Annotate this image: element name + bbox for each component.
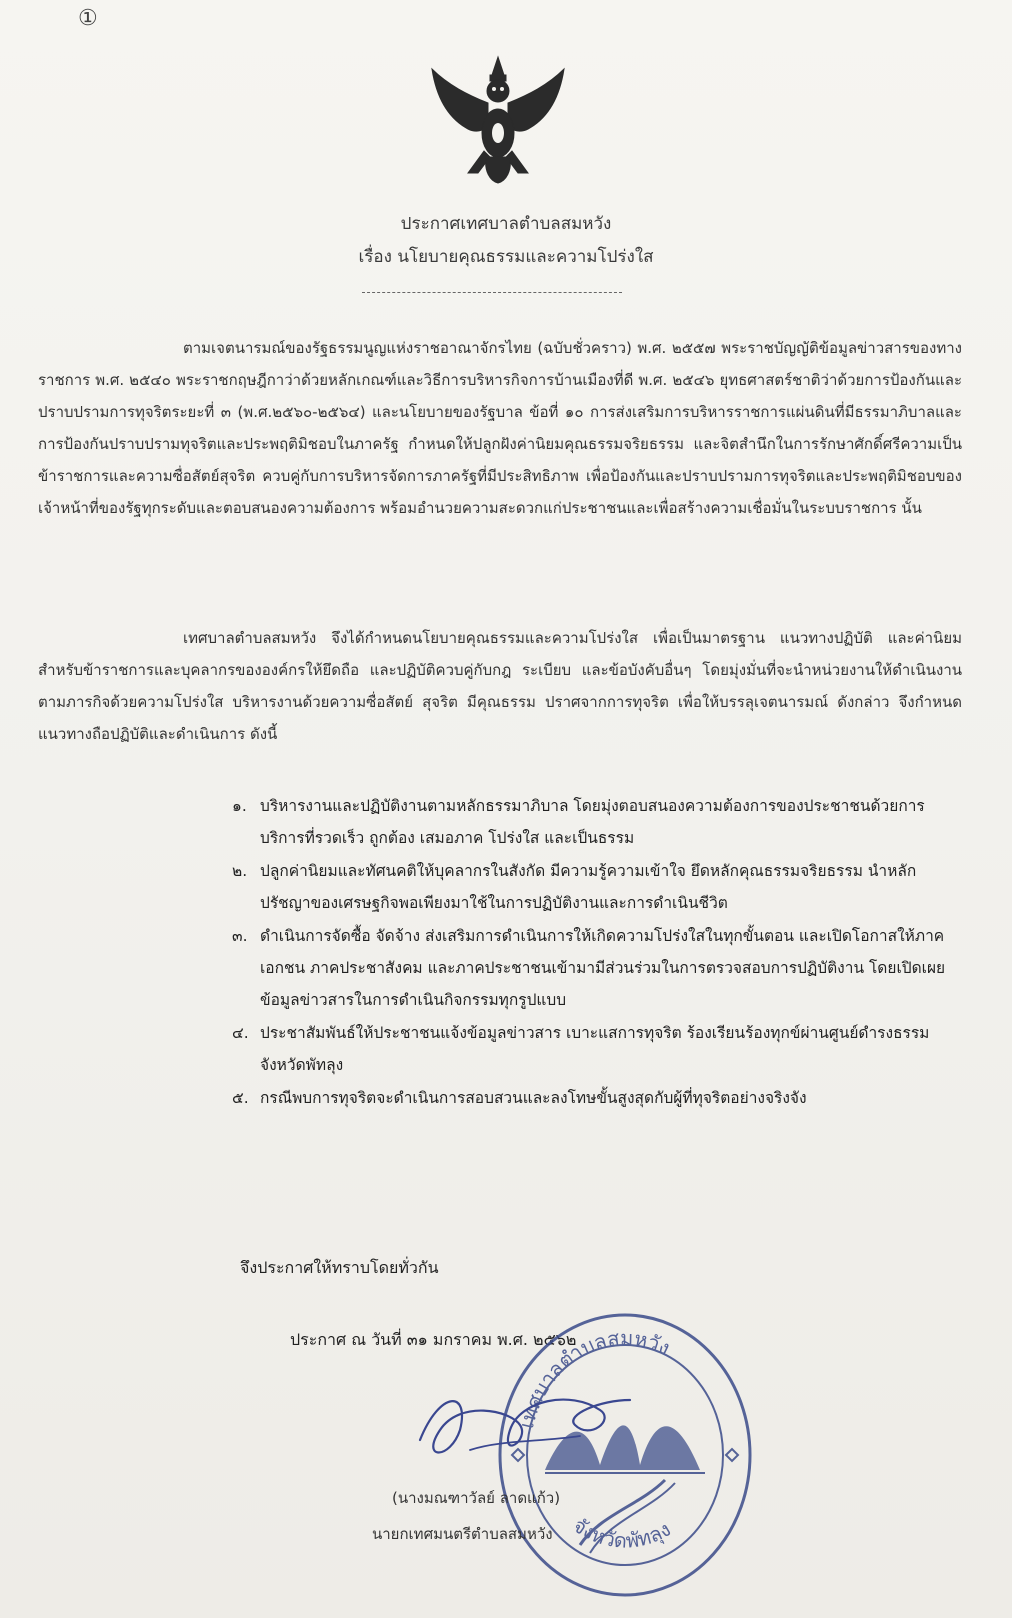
policy-item bbox=[232, 855, 952, 919]
policy-item-text: กรณีพบการทุจริตจะดำเนินการสอบสวนและลงโทษขั้นสูงสุดกับผู้ที่ทุจริตอย่างจริงจัง bbox=[260, 1089, 807, 1107]
garuda-emblem-icon bbox=[428, 55, 568, 187]
policy-item-number: ๒. bbox=[232, 862, 248, 880]
seal-top-text: เทศบาลตำบลสมหวัง bbox=[514, 1325, 674, 1431]
policy-item bbox=[232, 1017, 952, 1081]
policy-list bbox=[232, 790, 952, 1115]
policy-item bbox=[232, 920, 952, 1016]
policy-item-number: ๔. bbox=[232, 1024, 249, 1042]
announcement-title: ประกาศเทศบาลตำบลสมหวัง bbox=[400, 214, 612, 234]
signer-title: นายกเทศมนตรีตำบลสมหวัง bbox=[372, 1525, 553, 1543]
seal-bottom-text: จังหวัดพัทลุง bbox=[568, 1513, 675, 1553]
preamble-paragraph: ตามเจตนารมณ์ของรัฐธรรมนูญแห่งราชอาณาจักรไทย (ฉบับชั่วคราว) พ.ศ. ๒๕๕๗ พระราชบัญญัติข้อมูลข่าวสารของทางราชการ พ.ศ. ๒๕๔๐ พระราชกฤษฎีกาว่าด้วยหลักเกณฑ์และวิธีการบริหารกิจการบ้านเมืองที่ดี พ.ศ. ๒๕๔๖ ยุทธศาสตร์ชาติว่าด้วยการป้องกันและปราบปรามการทุจริตระยะที่ ๓ (พ.ศ.๒๕๖๐-๒๕๖๔) และนโยบายของรัฐบาล ข้อที่ ๑๐ การส่งเสริมการบริหารราชการแผ่นดินที่มีธรรมาภิบาลและการป้องกันปราบปรามทุจริตและประพฤติมิชอบในภาครัฐ กำหนดให้ปลูกฝังค่านิยมคุณธรรมจริยธรรม และจิตสำนึกในการรักษาศักดิ์ศรีความเป็นข้าราชการและความซื่อสัตย์สุจริต ควบคู่กับการบริหารจัดการภาครัฐที่มีประสิทธิภาพ เพื่อป้องกันและปราบปรามการทุจริตและประพฤติมิชอบของเจ้าหน้าที่ของรัฐทุกระดับและตอบสนองความต้องการ พร้อมอำนวยความสะดวกแก่ประชาชนและเพื่อสร้างความเชื่อมั่นในระบบราชการ นั้น bbox=[38, 339, 962, 517]
announcement-subject: เรื่อง นโยบายคุณธรรมและความโปร่งใส bbox=[358, 247, 654, 267]
closing-statement: จึงประกาศให้ทราบโดยทั่วกัน bbox=[240, 1258, 439, 1277]
signer-name: (นางมณฑาวัลย์ ลาดแก้ว) bbox=[392, 1489, 561, 1507]
title-divider bbox=[362, 292, 622, 293]
policy-item-text: ประชาสัมพันธ์ให้ประชาชนแจ้งข้อมูลข่าวสาร เบาะแสการทุจริต ร้องเรียนร้องทุกข์ผ่านศูนย์ดำรงธรรมจังหวัดพัทลุง bbox=[260, 1024, 930, 1074]
policy-item-number: ๑. bbox=[232, 797, 247, 815]
policy-item-text: บริหารงานและปฏิบัติงานตามหลักธรรมาภิบาล โดยมุ่งตอบสนองความต้องการของประชาชนด้วยการบริการที่รวดเร็ว ถูกต้อง เสมอภาค โปร่งใส และเป็นธรรม bbox=[260, 797, 925, 847]
policy-item-text: ดำเนินการจัดซื้อ จัดจ้าง ส่งเสริมการดำเนินการให้เกิดความโปร่งใสในทุกขั้นตอน และเปิดโอกาสให้ภาคเอกชน ภาคประชาสังคม และภาคประชาชนเข้ามามีส่วนร่วมในการตรวจสอบการปฏิบัติงาน โดยเปิดเผยข้อมูลข่าวสารในการดำเนินกิจกรรมทุกรูปแบบ bbox=[260, 927, 946, 1009]
page-number-mark: ① bbox=[78, 6, 98, 31]
policy-item-number: ๕. bbox=[232, 1089, 249, 1107]
policy-item bbox=[232, 790, 952, 854]
policy-item-text: ปลูกค่านิยมและทัศนคติให้บุคลากรในสังกัด มีความรู้ความเข้าใจ ยึดหลักคุณธรรมจริยธรรม นำหลักปรัชญาของเศรษฐกิจพอเพียงมาใช้ในการปฏิบัติงานและการดำเนินชีวิต bbox=[260, 862, 917, 912]
signature-scribble bbox=[400, 1370, 640, 1480]
policy-intro-paragraph: เทศบาลตำบลสมหวัง จึงได้กำหนดนโยบายคุณธรรมและความโปร่งใส เพื่อเป็นมาตรฐาน แนวทางปฏิบัติ และค่านิยมสำหรับข้าราชการและบุคลากรขององค์กรให้ยึดถือ และปฏิบัติควบคู่กับกฎ ระเบียบ และข้อบังคับอื่นๆ โดยมุ่งมั่นที่จะนำหน่วยงานให้ดำเนินงานตามภารกิจด้วยความโปร่งใส บริหารงานด้วยความซื่อสัตย์ สุจริต มีคุณธรรม ปราศจากการทุจริต เพื่อให้บรรลุเจตนารมณ์ ดังกล่าว จึงกำหนดแนวทางถือปฏิบัติและดำเนินการ ดังนี้ bbox=[38, 629, 962, 743]
policy-item bbox=[232, 1082, 952, 1114]
policy-item-number: ๓. bbox=[232, 927, 248, 945]
announcement-date: ประกาศ ณ วันที่ ๓๑ มกราคม พ.ศ. ๒๕๖๒ bbox=[290, 1330, 577, 1349]
